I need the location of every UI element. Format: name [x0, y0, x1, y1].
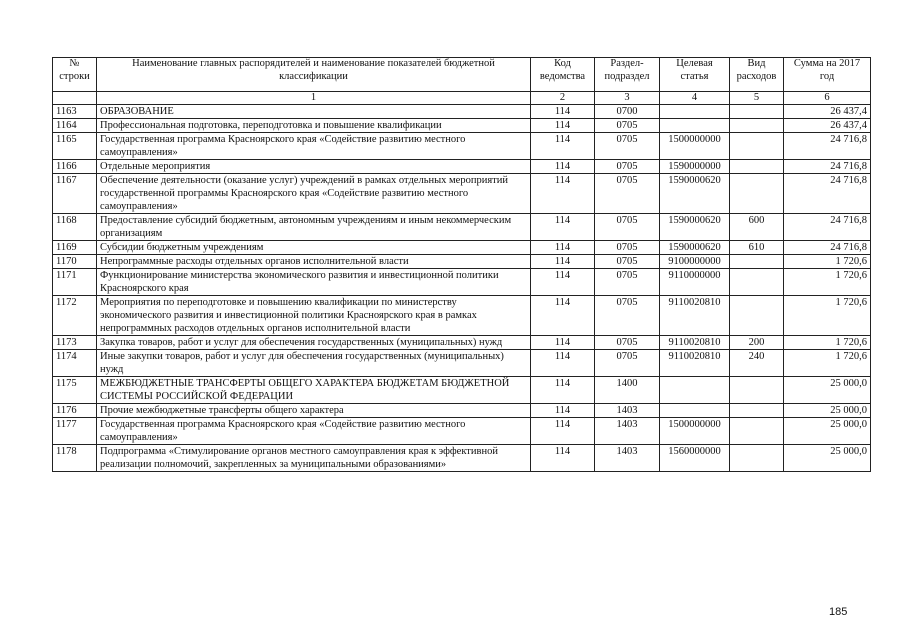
table-row [53, 445, 871, 472]
section-code-cell: 0700 [595, 105, 660, 119]
section-code-cell: 0705 [595, 269, 660, 296]
sum-2017-cell: 26 437,4 [784, 105, 871, 119]
indicator-name-cell: Закупка товаров, работ и услуг для обеспечения государственных (муниципальных) нужд [97, 336, 531, 350]
table-row [53, 133, 871, 160]
indicator-name-cell: ОБРАЗОВАНИЕ [97, 105, 531, 119]
table-row [53, 241, 871, 255]
section-code-cell: 1403 [595, 404, 660, 418]
indicator-name-cell: Иные закупки товаров, работ и услуг для обеспечения государственных (муниципальных) нужд [97, 350, 531, 377]
sum-2017-cell: 25 000,0 [784, 377, 871, 404]
expense-type-cell: 610 [730, 241, 784, 255]
department-code-cell: 114 [531, 241, 595, 255]
row-number-cell: 1175 [53, 377, 97, 404]
indicator-name-cell: Субсидии бюджетным учреждениям [97, 241, 531, 255]
indicator-name-cell: Отдельные мероприятия [97, 160, 531, 174]
header-sum: Сумма на 2017 год [784, 58, 871, 92]
header-article: Целевая статья [660, 58, 730, 92]
table-row [53, 418, 871, 445]
section-code-cell: 0705 [595, 174, 660, 214]
department-code-cell: 114 [531, 174, 595, 214]
indicator-name-cell: Предоставление субсидий бюджетным, автономным учреждениям и иным некоммерческим организациям [97, 214, 531, 241]
section-code-cell: 0705 [595, 133, 660, 160]
department-code-cell: 114 [531, 255, 595, 269]
sum-2017-cell: 25 000,0 [784, 418, 871, 445]
header-expense-type: Вид расходов [730, 58, 784, 92]
section-code-cell: 0705 [595, 255, 660, 269]
sum-2017-cell: 24 716,8 [784, 241, 871, 255]
indicator-name-cell: Государственная программа Красноярского края «Содействие развитию местного самоуправления» [97, 133, 531, 160]
section-code-cell: 0705 [595, 296, 660, 336]
row-number-cell: 1163 [53, 105, 97, 119]
indicator-name-cell: Профессиональная подготовка, переподготовка и повышение квалификации [97, 119, 531, 133]
row-number-cell: 1168 [53, 214, 97, 241]
column-index-6: 6 [784, 92, 871, 105]
sum-2017-cell: 1 720,6 [784, 269, 871, 296]
indicator-name-cell: Мероприятия по переподготовке и повышению квалификации по министерству экономического развития и инвестиционной политики Красноярского края в рамках непрограммных расходов отдельных органов исполнительной власти [97, 296, 531, 336]
sum-2017-cell: 24 716,8 [784, 214, 871, 241]
column-index-5: 5 [730, 92, 784, 105]
expense-type-cell: 600 [730, 214, 784, 241]
table-row [53, 160, 871, 174]
row-number-cell: 1174 [53, 350, 97, 377]
column-index-3: 3 [595, 92, 660, 105]
indicator-name-cell: Обеспечение деятельности (оказание услуг) учреждений в рамках отдельных мероприятий государственной программы Красноярского края «Содействие развитию местного самоуправления» [97, 174, 531, 214]
column-index-empty [53, 92, 97, 105]
department-code-cell: 114 [531, 133, 595, 160]
target-article-cell: 1590000620 [660, 241, 730, 255]
table-row [53, 350, 871, 377]
target-article-cell: 1500000000 [660, 418, 730, 445]
section-code-cell: 1403 [595, 418, 660, 445]
department-code-cell: 114 [531, 296, 595, 336]
row-number-cell: 1165 [53, 133, 97, 160]
sum-2017-cell: 1 720,6 [784, 296, 871, 336]
row-number-cell: 1176 [53, 404, 97, 418]
budget-table [52, 57, 871, 472]
target-article-cell: 9110020810 [660, 296, 730, 336]
table-row [53, 269, 871, 296]
row-number-cell: 1167 [53, 174, 97, 214]
section-code-cell: 1403 [595, 445, 660, 472]
department-code-cell: 114 [531, 336, 595, 350]
sum-2017-cell: 24 716,8 [784, 160, 871, 174]
table-row [53, 214, 871, 241]
indicator-name-cell: МЕЖБЮДЖЕТНЫЕ ТРАНСФЕРТЫ ОБЩЕГО ХАРАКТЕРА БЮДЖЕТАМ БЮДЖЕТНОЙ СИСТЕМЫ РОССИЙСКОЙ ФЕДЕРАЦИИ [97, 377, 531, 404]
department-code-cell: 114 [531, 418, 595, 445]
header-code: Код ведомства [531, 58, 595, 92]
row-number-cell: 1178 [53, 445, 97, 472]
column-index-1: 1 [97, 92, 531, 105]
section-code-cell: 0705 [595, 160, 660, 174]
target-article-cell: 1590000620 [660, 174, 730, 214]
section-code-cell: 0705 [595, 119, 660, 133]
expense-type-cell [730, 105, 784, 119]
sum-2017-cell: 25 000,0 [784, 404, 871, 418]
table-header-row [53, 58, 871, 92]
row-number-cell: 1172 [53, 296, 97, 336]
row-number-cell: 1166 [53, 160, 97, 174]
department-code-cell: 114 [531, 119, 595, 133]
indicator-name-cell: Государственная программа Красноярского края «Содействие развитию местного самоуправления» [97, 418, 531, 445]
table-body [53, 105, 871, 472]
sum-2017-cell: 24 716,8 [784, 133, 871, 160]
target-article-cell: 1560000000 [660, 445, 730, 472]
row-number-cell: 1177 [53, 418, 97, 445]
sum-2017-cell: 25 000,0 [784, 445, 871, 472]
department-code-cell: 114 [531, 214, 595, 241]
row-number-cell: 1170 [53, 255, 97, 269]
target-article-cell: 1500000000 [660, 133, 730, 160]
expense-type-cell [730, 119, 784, 133]
target-article-cell: 9110020810 [660, 350, 730, 377]
table-row [53, 174, 871, 214]
expense-type-cell [730, 160, 784, 174]
department-code-cell: 114 [531, 404, 595, 418]
expense-type-cell [730, 418, 784, 445]
expense-type-cell [730, 445, 784, 472]
header-section: Раздел-подраздел [595, 58, 660, 92]
table-row [53, 105, 871, 119]
department-code-cell: 114 [531, 105, 595, 119]
expense-type-cell: 240 [730, 350, 784, 377]
target-article-cell: 9110020810 [660, 336, 730, 350]
table-row [53, 404, 871, 418]
target-article-cell [660, 377, 730, 404]
target-article-cell: 1590000620 [660, 214, 730, 241]
sum-2017-cell: 24 716,8 [784, 174, 871, 214]
expense-type-cell [730, 174, 784, 214]
target-article-cell: 1590000000 [660, 160, 730, 174]
table-row [53, 377, 871, 404]
target-article-cell [660, 404, 730, 418]
expense-type-cell [730, 404, 784, 418]
table-row [53, 336, 871, 350]
department-code-cell: 114 [531, 377, 595, 404]
row-number-cell: 1173 [53, 336, 97, 350]
column-index-2: 2 [531, 92, 595, 105]
department-code-cell: 114 [531, 350, 595, 377]
target-article-cell [660, 119, 730, 133]
expense-type-cell [730, 133, 784, 160]
header-name: Наименование главных распорядителей и наименование показателей бюджетной классификации [97, 58, 531, 92]
section-code-cell: 0705 [595, 336, 660, 350]
header-row-no: № строки [53, 58, 97, 92]
indicator-name-cell: Непрограммные расходы отдельных органов исполнительной власти [97, 255, 531, 269]
sum-2017-cell: 1 720,6 [784, 255, 871, 269]
department-code-cell: 114 [531, 269, 595, 296]
sum-2017-cell: 1 720,6 [784, 336, 871, 350]
row-number-cell: 1169 [53, 241, 97, 255]
expense-type-cell [730, 255, 784, 269]
department-code-cell: 114 [531, 160, 595, 174]
target-article-cell [660, 105, 730, 119]
indicator-name-cell: Функционирование министерства экономического развития и инвестиционной политики Красноярского края [97, 269, 531, 296]
expense-type-cell [730, 296, 784, 336]
target-article-cell: 9110000000 [660, 269, 730, 296]
column-index-row [53, 92, 871, 105]
expense-type-cell [730, 377, 784, 404]
row-number-cell: 1171 [53, 269, 97, 296]
budget-document [52, 57, 870, 472]
section-code-cell: 1400 [595, 377, 660, 404]
sum-2017-cell: 1 720,6 [784, 350, 871, 377]
section-code-cell: 0705 [595, 214, 660, 241]
section-code-cell: 0705 [595, 350, 660, 377]
table-row [53, 296, 871, 336]
row-number-cell: 1164 [53, 119, 97, 133]
page-number: 185 [829, 606, 848, 618]
table-row [53, 255, 871, 269]
sum-2017-cell: 26 437,4 [784, 119, 871, 133]
section-code-cell: 0705 [595, 241, 660, 255]
target-article-cell: 9100000000 [660, 255, 730, 269]
table-row [53, 119, 871, 133]
indicator-name-cell: Подпрограмма «Стимулирование органов местного самоуправления края к эффективной реализации полномочий, закрепленных за муниципальными образованиями» [97, 445, 531, 472]
department-code-cell: 114 [531, 445, 595, 472]
indicator-name-cell: Прочие межбюджетные трансферты общего характера [97, 404, 531, 418]
expense-type-cell: 200 [730, 336, 784, 350]
expense-type-cell [730, 269, 784, 296]
column-index-4: 4 [660, 92, 730, 105]
